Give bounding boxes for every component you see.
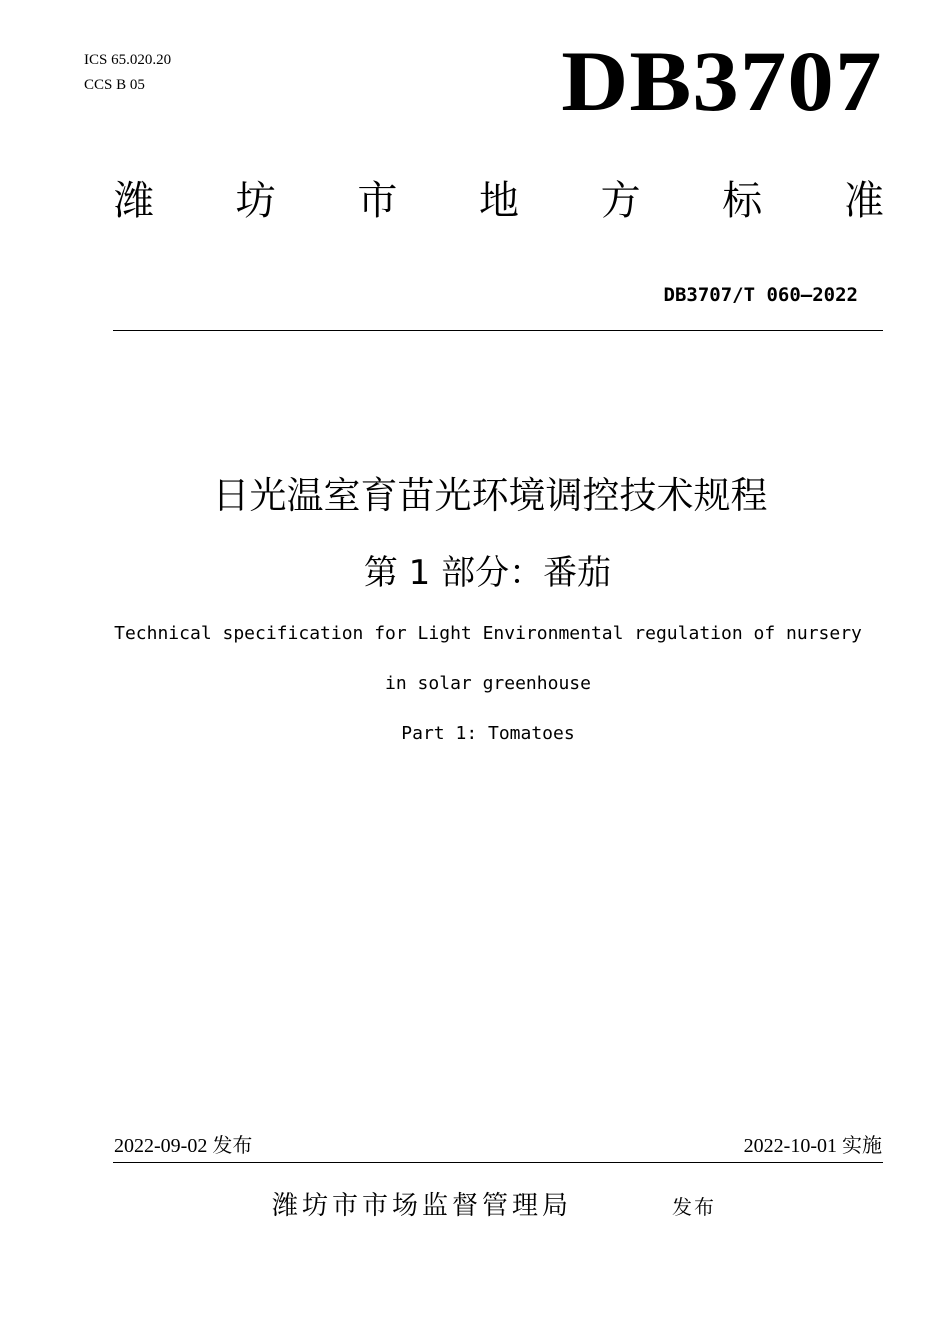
organization-title xyxy=(114,175,884,227)
document-title-en-line2: in solar greenhouse xyxy=(385,673,591,694)
org-title-char: 准 xyxy=(843,178,884,224)
top-divider xyxy=(113,330,883,331)
standard-number: DB3707/T 060—2022 xyxy=(663,284,858,306)
standard-logo: DB3707 xyxy=(560,33,882,129)
ics-code: ICS 65.020.20 xyxy=(84,52,172,68)
effective-date: 2022-10-01 实施 xyxy=(743,1135,882,1157)
classification-codes xyxy=(84,48,171,98)
org-title-char: 潍 xyxy=(114,178,154,224)
org-title-char: 标 xyxy=(722,178,763,224)
ccs-code: CCS B 05 xyxy=(84,77,145,93)
document-title-en-line1: Technical specification for Light Environmental regulation of nursery xyxy=(114,623,862,644)
org-title-char: 地 xyxy=(478,178,519,224)
publish-date: 2022-09-02 发布 xyxy=(114,1135,253,1157)
bottom-divider xyxy=(113,1162,883,1163)
document-part-en: Part 1: Tomatoes xyxy=(401,723,575,744)
issuing-authority: 潍坊市市场监督管理局 xyxy=(272,1191,573,1221)
issue-label: 发布 xyxy=(672,1195,716,1219)
document-title-zh: 日光温室育苗光环境调控技术规程 xyxy=(212,474,768,517)
document-part-zh: 第 1 部分：番茄 xyxy=(363,553,612,593)
org-title-char: 市 xyxy=(357,178,398,224)
org-title-char: 坊 xyxy=(235,178,276,224)
org-title-char: 方 xyxy=(600,178,641,224)
